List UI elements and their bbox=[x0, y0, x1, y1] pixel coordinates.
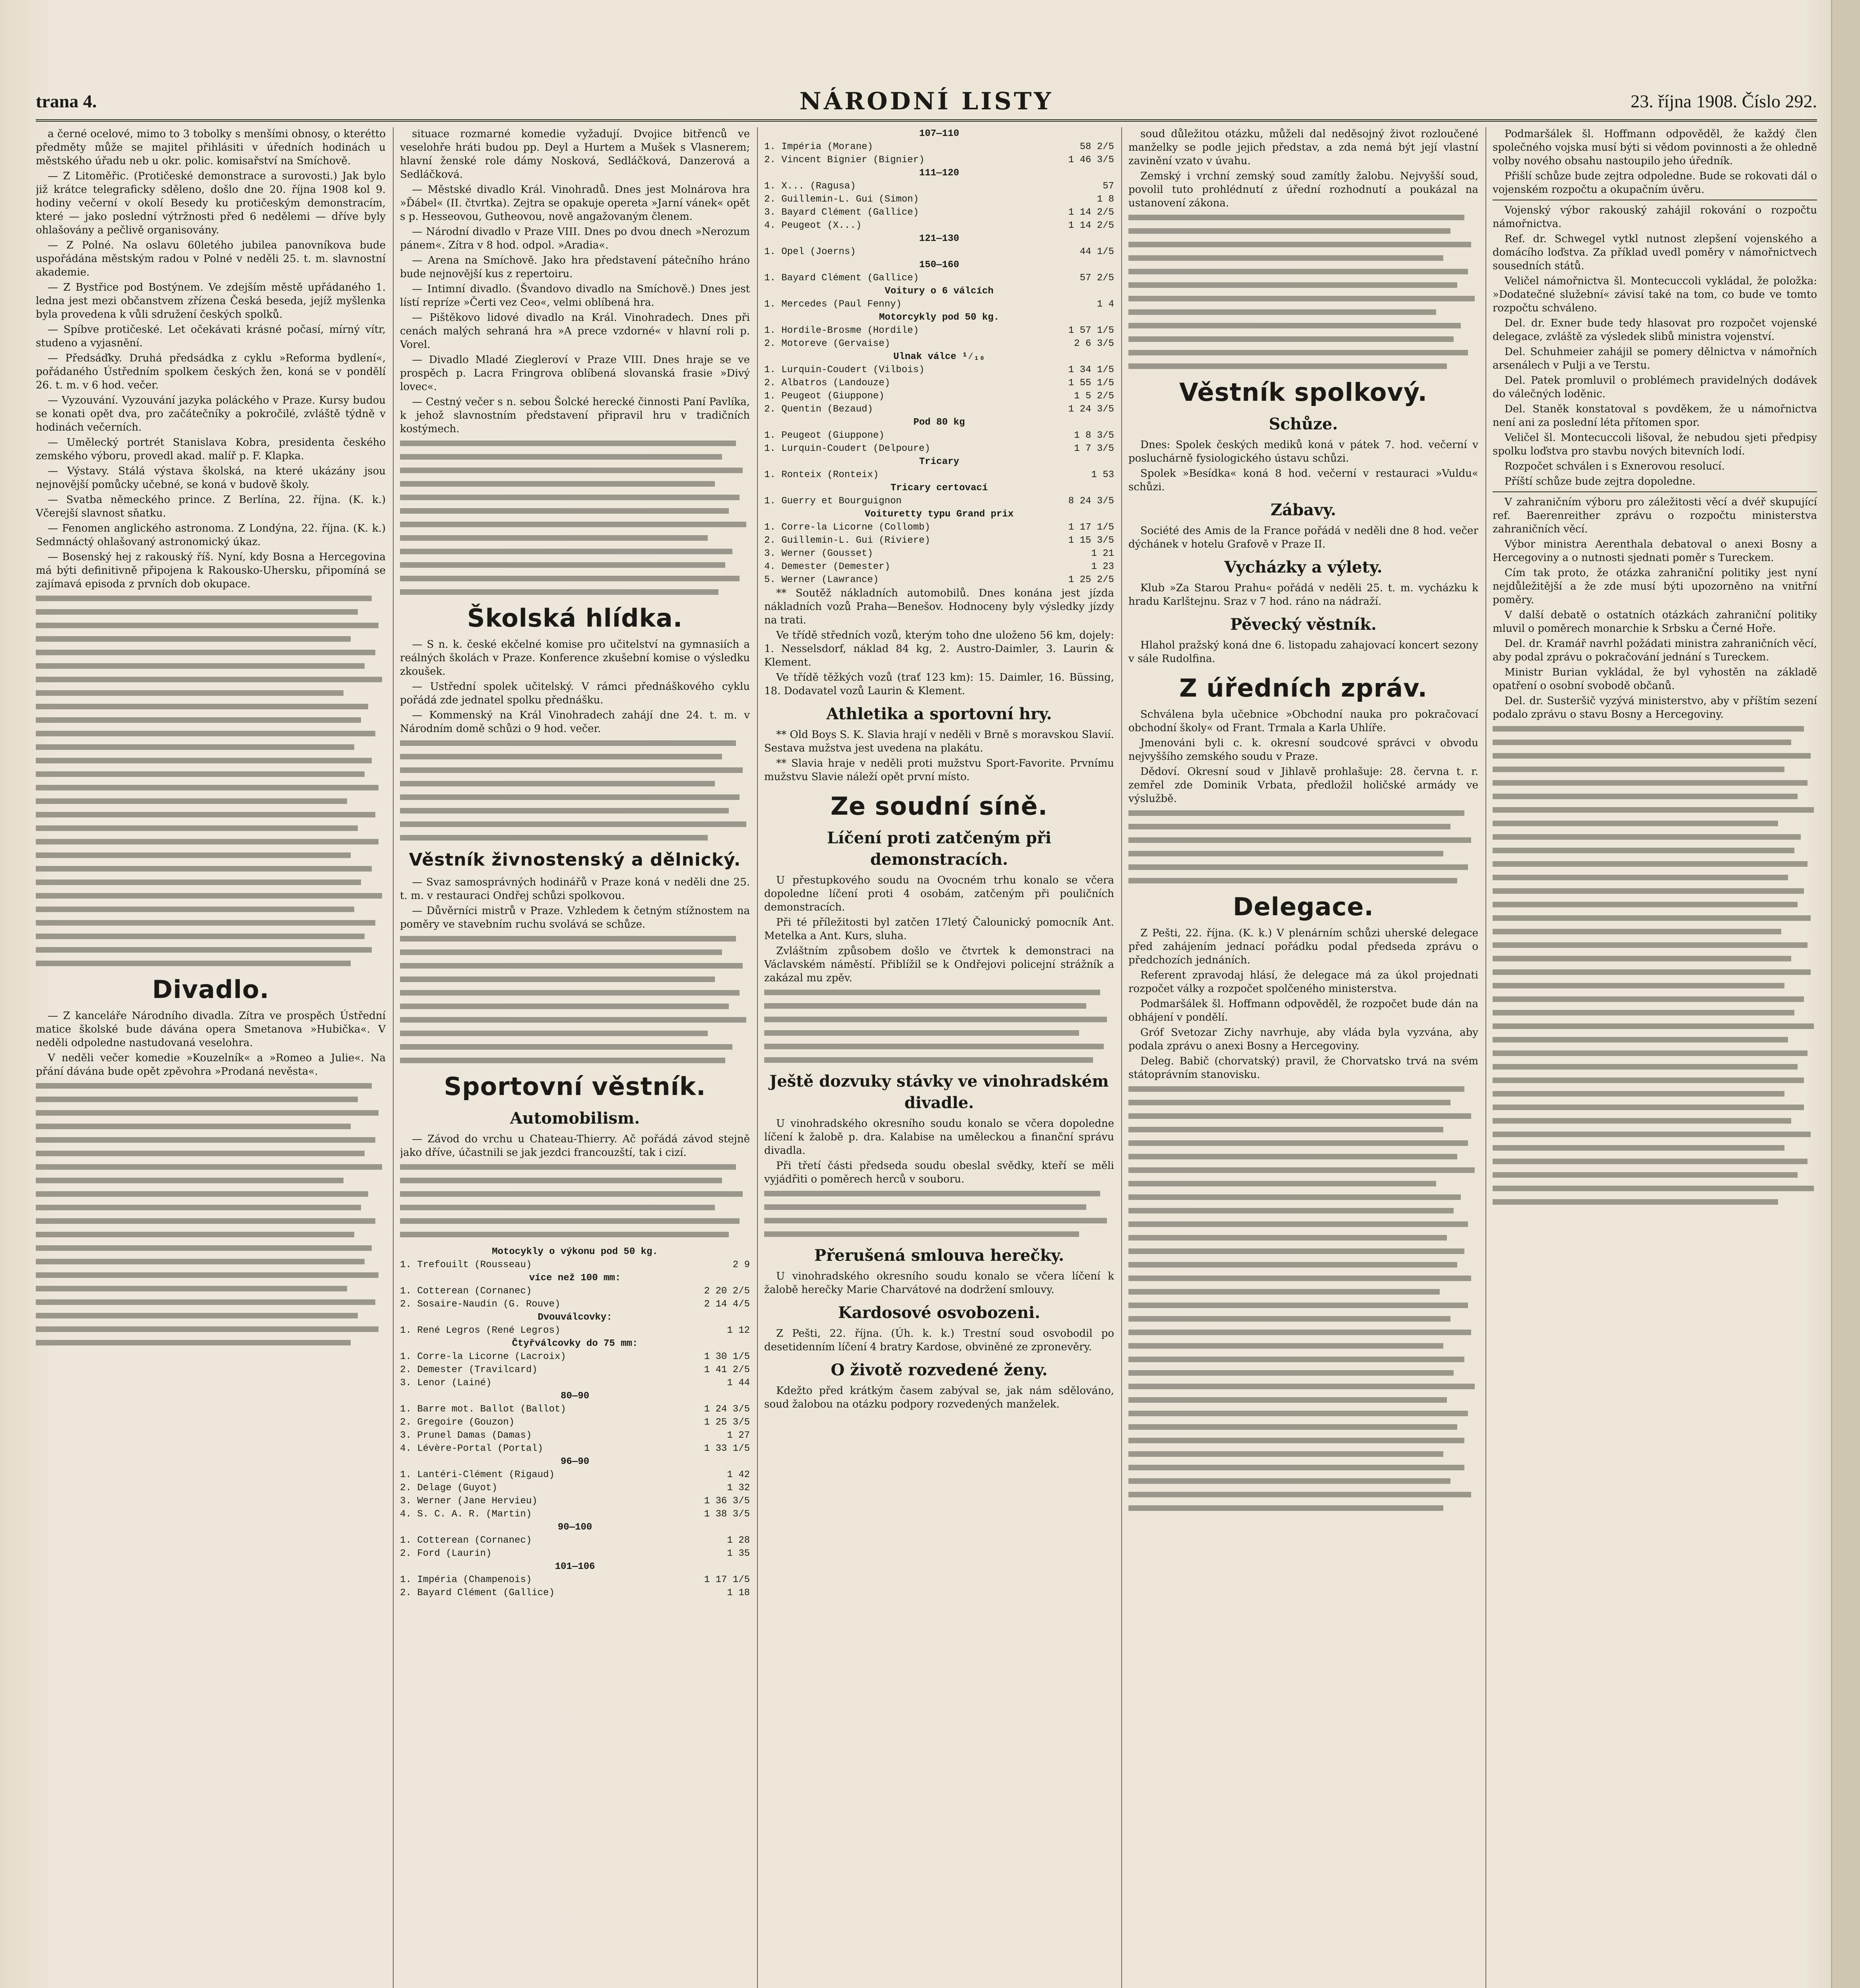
article-text: Cím tak proto, že otázka zahraniční politiky jest nyní nejdůležitější a že zde musí býti upozorněno na vnitřní poměry. bbox=[1493, 567, 1817, 606]
time: 1 24 3/5 bbox=[1068, 404, 1114, 415]
time: 1 42 bbox=[727, 1470, 750, 1480]
article-text: U vinohradského okresního soudu konalo se včera líčení k žalobě herečky Marie Charvátové na dodržení smlouvy. bbox=[764, 1270, 1114, 1296]
time: 57 2/5 bbox=[1079, 273, 1114, 283]
time: 1 27 bbox=[727, 1430, 750, 1441]
entrant: 1. Mercedes (Paul Fenny) bbox=[764, 299, 902, 310]
article-text: Del. dr. Exner bude tedy hlasovat pro rozpočet vojenské delegace, zvláště za výsledek slibů ministra vojenství. bbox=[1493, 317, 1817, 343]
time: 57 bbox=[1103, 181, 1114, 192]
subheading-zabavy: Zábavy. bbox=[1270, 501, 1336, 519]
results-row bbox=[400, 1573, 750, 1586]
time: 1 33 1/5 bbox=[704, 1443, 750, 1454]
divider bbox=[1493, 491, 1817, 492]
article-text: — Fenomen anglického astronoma. Z Londýna, 22. října. (K. k.) Sedmnáctý ohlašovaný astronomický úkaz. bbox=[36, 522, 386, 548]
entrant: 2. Albatros (Landouze) bbox=[764, 378, 890, 388]
results-class-heading: 121—130 bbox=[919, 233, 959, 244]
results-row bbox=[400, 1534, 750, 1547]
article-text: — Intimní divadlo. (Švandovo divadlo na Smíchově.) Dnes jest lístí repríze »Čerti vez Ceo«, velmi oblíbená hra. bbox=[400, 283, 750, 309]
illegible-text-block bbox=[1128, 215, 1478, 369]
article-text: Del. Staněk konstatoval s povděkem, že u námořnictva není ani za poslední léta přítomen spor. bbox=[1493, 403, 1817, 429]
article-text: — Umělecký portrét Stanislava Kobra, presidenta českého zemského výboru, provedl akad. malíř p. F. Klapka. bbox=[36, 437, 386, 462]
results-row bbox=[764, 547, 1114, 560]
time: 1 25 2/5 bbox=[1068, 575, 1114, 585]
time: 1 23 bbox=[1091, 561, 1114, 572]
article-text: U přestupkového soudu na Ovocném trhu konalo se včera dopoledne líčení proti 4 osobám, zatčeným při pouličních demonstracích. bbox=[764, 874, 1114, 913]
results-row bbox=[400, 1508, 750, 1521]
results-row bbox=[764, 298, 1114, 311]
time: 1 5 2/5 bbox=[1074, 391, 1114, 402]
time: 1 7 3/5 bbox=[1074, 443, 1114, 454]
results-class-heading: Tricary certovací bbox=[890, 483, 988, 493]
entrant: 2. Quentin (Bezaud) bbox=[764, 404, 873, 415]
article-text: Dědoví. Okresní soud v Jihlavě prohlašuje: 28. června t. r. zemřel zde Dominik Vrbata, předložil holičské armády ve výslužbě. bbox=[1128, 766, 1478, 805]
entrant: 3. Werner (Gousset) bbox=[764, 548, 873, 559]
article-text: ** Old Boys S. K. Slavia hrají v neděli v Brně s moravskou Slavií. Sestava mužstva jest uvedena na plakátu. bbox=[764, 729, 1114, 754]
time: 1 17 1/5 bbox=[1068, 522, 1114, 533]
time: 1 35 bbox=[727, 1548, 750, 1559]
section-heading-skolska: Školská hlídka. bbox=[467, 604, 683, 633]
article-text: — Svatba německého prince. Z Berlína, 22. října. (K. k.) Včerejší slavnost sňatku. bbox=[36, 494, 386, 519]
results-row bbox=[400, 1363, 750, 1376]
illegible-text-block bbox=[1128, 810, 1478, 883]
article-text: — Ustřední spolek učitelský. V rámci přednáškového cyklu pořádá zde jednatel spolku přednášku. bbox=[400, 681, 750, 706]
results-class-heading: Voituretty typu Grand prix bbox=[864, 509, 1014, 520]
results-row bbox=[400, 1468, 750, 1481]
newspaper-title: NÁRODNÍ LISTY bbox=[799, 87, 1054, 115]
results-class-heading: Ulnak válce ¹⁄₁₀ bbox=[893, 351, 985, 362]
entrant: 1. René Legros (René Legros) bbox=[400, 1325, 561, 1336]
entrant: 3. Lenor (Lainé) bbox=[400, 1378, 492, 1388]
results-row bbox=[764, 153, 1114, 167]
article-text: situace rozmarné komedie vyžadují. Dvojice bitřenců ve veselohře hráti budou pp. Deyl a Hurtem a Mušek s Vlasnerem; hlavní ženské role dámy Nosková, Sedláčková, Danzerová a Sedláčková. bbox=[400, 128, 750, 181]
time: 1 21 bbox=[1091, 548, 1114, 559]
article-text: Z Pešti, 22. října. (K. k.) V plenárním schůzi uherské delegace před zahájením jednací pořádku podal předseda zprávu o předchozích jednáních. bbox=[1128, 927, 1478, 966]
article-text: Rozpočet schválen i s Exnerovou resolucí. bbox=[1505, 460, 1725, 472]
results-class-heading: Čtyřválcovky do 75 mm: bbox=[512, 1338, 638, 1349]
illegible-text-block bbox=[36, 596, 386, 966]
time: 2 9 bbox=[732, 1260, 750, 1270]
article-text: V neděli večer komedie »Kouzelník« a »Romeo a Julie«. Na přání dávána bude opět zpěvohra »Prodaná nevěsta«. bbox=[36, 1052, 386, 1077]
illegible-text-block bbox=[36, 1083, 386, 1345]
time: 1 41 2/5 bbox=[704, 1365, 750, 1375]
results-row bbox=[400, 1350, 750, 1363]
results-row bbox=[764, 245, 1114, 258]
article-text: — Z Litoměřic. (Protičeské demonstrace a surovosti.) Jak bylo již krátce telegraficky sděleno, došlo dne 20. října 1908 kol 9. hodiny večerní v okolí Besedy ku protičeským demonstracím, které — jako poslední výtržnosti před 6 nedělemi — dříve byly ohlašovány a pečlivě organisovány. bbox=[36, 170, 386, 236]
results-row bbox=[400, 1481, 750, 1495]
time: 1 32 bbox=[727, 1483, 750, 1493]
time: 2 20 2/5 bbox=[704, 1286, 750, 1297]
entrant: 2. Sosaire-Naudin (G. Rouve) bbox=[400, 1299, 561, 1310]
article-text: Gróf Svetozar Zichy navrhuje, aby vláda byla vyzvána, aby podala zprávu o anexi Bosny a Hercegoviny. bbox=[1128, 1027, 1478, 1052]
results-class-heading: 150—160 bbox=[919, 260, 959, 270]
time: 1 30 1/5 bbox=[704, 1351, 750, 1362]
article-text: Société des Amis de la France pořádá v neděli dne 8 hod. večer dýchánek v hotelu Grafově v Praze II. bbox=[1128, 525, 1478, 550]
article-text: — Divadlo Mladé Ziegleroví v Praze VIII. Dnes hraje se ve prospěch p. Lacra Fringrova oblíbená slovanská frasie »Divý lovec«. bbox=[400, 354, 750, 393]
entrant: 2. Ford (Laurin) bbox=[400, 1548, 492, 1559]
results-row bbox=[764, 324, 1114, 337]
article-text: — Arena na Smíchově. Jako hra představení pátečního hráno bude nejnovější kus z repertoiru. bbox=[400, 254, 750, 280]
illegible-text-block bbox=[1493, 726, 1817, 1205]
section-heading-uredni: Z úředních zpráv. bbox=[1179, 674, 1428, 703]
article-text: Veličel námořnictva šl. Montecuccoli vykládal, že položka: »Dodatečné služební« závisí také na tom, co bude ve tomto rozpočtu schváleno. bbox=[1493, 275, 1817, 314]
subheading-prerusena: Přerušená smlouva herečky. bbox=[814, 1246, 1064, 1265]
results-row bbox=[400, 1324, 750, 1337]
masthead bbox=[36, 87, 1817, 122]
time: 1 34 1/5 bbox=[1068, 365, 1114, 375]
subheading-athletika: Athletika a sportovní hry. bbox=[826, 705, 1052, 723]
adjacent-page-edge bbox=[1831, 0, 1860, 1988]
article-text: — Z Bystřice pod Bostýnem. Ve zdejším městě upřádaného 1. ledna jest mezi občanstvem zřízena Česká beseda, jejíž myšlenka byla provedena k vůli sdružení českých spolků. bbox=[36, 282, 386, 320]
results-row bbox=[400, 1442, 750, 1455]
column-rule bbox=[1121, 127, 1122, 1988]
column-3 bbox=[764, 127, 1114, 1988]
illegible-text-block bbox=[400, 740, 750, 841]
subheading-o-zivote: O životě rozvedené ženy. bbox=[831, 1361, 1048, 1379]
page-label: trana 4. bbox=[36, 91, 97, 111]
results-row bbox=[764, 140, 1114, 153]
results-row bbox=[764, 495, 1114, 508]
time: 58 2/5 bbox=[1079, 142, 1114, 152]
illegible-text-block bbox=[1128, 1086, 1478, 1511]
column-4 bbox=[1128, 127, 1478, 1988]
article-text: Schválena byla učebnice »Obchodní nauka pro pokračovací obchodní školy« od Frant. Trmala a Karla Uhlíře. bbox=[1128, 709, 1478, 734]
time: 2 6 3/5 bbox=[1074, 338, 1114, 349]
entrant: 2. Demester (Travilcard) bbox=[400, 1365, 538, 1375]
entrant: 3. Prunel Damas (Damas) bbox=[400, 1430, 532, 1441]
results-class-heading: Pod 80 kg bbox=[913, 417, 965, 428]
time: 1 36 3/5 bbox=[704, 1496, 750, 1507]
article-text: — Městské divadlo Král. Vinohradů. Dnes jest Molnárova hra »Ďábel« (II. čtvrtka). Zejtra se opakuje opereta »Jarní vánek« opět s p. Hesseovou, Gutheovou, nově angažovaným členem. bbox=[400, 184, 750, 223]
results-row bbox=[400, 1586, 750, 1600]
results-row bbox=[400, 1298, 750, 1311]
article-text: Ve třídě těžkých vozů (trať 123 km): 15. Daimler, 16. Büssing, 18. Dodavatel vozů Laurin & Klement. bbox=[764, 672, 1114, 697]
results-row bbox=[764, 377, 1114, 390]
entrant: 3. Bayard Clément (Gallice) bbox=[764, 207, 919, 218]
article-text: — Závod do vrchu u Chateau-Thierry. Ač pořádá závod stejně jako dříve, účastnili se jak jezdci francouzští, tak i cizí. bbox=[400, 1133, 750, 1159]
entrant: 1. Peugeot (Giuppone) bbox=[764, 391, 885, 402]
results-row bbox=[400, 1416, 750, 1429]
results-class-heading: Dvouválcovky: bbox=[538, 1312, 612, 1323]
entrant: 1. Barre mot. Ballot (Ballot) bbox=[400, 1404, 566, 1415]
article-text: — Z kanceláře Národního divadla. Zítra ve prospěch Ústřední matice školské bude dávána opera Smetanova »Hubička«. V neděli odpoledne nastudovaná veselohra. bbox=[36, 1010, 386, 1049]
column-rule bbox=[1485, 127, 1486, 1988]
article-text: ** Slavia hraje v neděli proti mužstvu Sport-Favorite. Prvnímu mužstvu Slavie náleží opět první místo. bbox=[764, 757, 1114, 783]
article-text: — Výstavy. Stálá výstava školská, na které ukázány jsou nejnovější pomůcky učebné, se koná v budově školy. bbox=[36, 465, 386, 491]
results-row bbox=[400, 1258, 750, 1272]
results-row bbox=[764, 219, 1114, 232]
article-text: Při té příležitosti byl zatčen 17letý Čalounický pomocník Ant. Metelka a Ant. Kurs, sluha. bbox=[764, 916, 1114, 942]
illegible-text-block bbox=[764, 1191, 1114, 1237]
article-text: — Vyzouvání. Vyzouvání jazyka poláckého v Praze. Kursy budou se konati opět dva, pro začátečníky a pokročilé, zvláště týdně v hodinách večerních. bbox=[36, 394, 386, 433]
column-1 bbox=[36, 127, 386, 1988]
article-text: — Kommenský na Král Vinohradech zahájí dne 24. t. m. v Národním domě schůzi o 9 hod. večer. bbox=[400, 709, 750, 735]
column-rule bbox=[757, 127, 758, 1988]
article-text: V zahraničním výboru pro záležitosti věcí a dvéř skupující ref. Baerenreither zprávu o rozpočtu ministerstva zahraničních věcí. bbox=[1493, 496, 1817, 535]
entrant: 1. Ronteix (Ronteix) bbox=[764, 470, 879, 480]
article-text: Výbor ministra Aerenthala debatoval o anexi Bosny a Hercegoviny a o nutnosti sjednati poměr s Tureckem. bbox=[1493, 538, 1817, 564]
section-heading-sport: Sportovní věstník. bbox=[444, 1072, 706, 1101]
article-text: V další debatě o ostatních otázkách zahraniční politiky mluvil o poměrech monarchie k Srbsku a Černé Hoře. bbox=[1493, 609, 1817, 635]
article-text: Referent zpravodaj hlásí, že delegace má za úkol projednati rozpočet války a rozpočet spolčeného ministerstva. bbox=[1128, 969, 1478, 995]
entrant: 1. Hordile-Brosme (Hordile) bbox=[764, 325, 919, 336]
article-text: Vojenský výbor rakouský zahájil rokování o rozpočtu námořnictva. bbox=[1493, 204, 1817, 230]
article-text: Ref. dr. Schwegel vytkl nutnost zlepšení vojenského a domácího loďstva. Za příklad uvedl poměry v námořnictvech sousedních států. bbox=[1493, 233, 1817, 272]
results-row bbox=[400, 1285, 750, 1298]
article-text: Při třetí části předseda soudu obeslal svědky, kteří se měli vyjádřiti o poměrech herců v souboru. bbox=[764, 1160, 1114, 1185]
results-class-heading: 90—100 bbox=[557, 1522, 592, 1533]
results-class-heading: Motorcykly pod 50 kg. bbox=[879, 312, 1000, 323]
article-text: Ministr Burian vykládal, že byl vyhostěn na základě opatření o osobní svobodě občanů. bbox=[1493, 666, 1817, 692]
time: 44 1/5 bbox=[1079, 247, 1114, 257]
time: 1 55 1/5 bbox=[1068, 378, 1114, 388]
article-text: Zemský i vrchní zemský soud zamítly žalobu. Nejvyšší soud, povolil tuto prohlédnutí z úřední rozhodnutí a poukázal na ustanovení zákona. bbox=[1128, 170, 1478, 209]
column-2 bbox=[400, 127, 750, 1988]
results-class-heading: 80—90 bbox=[560, 1391, 589, 1402]
entrant: 4. Lévère-Portal (Portal) bbox=[400, 1443, 544, 1454]
results-row bbox=[764, 363, 1114, 377]
issue-date: 23. října 1908. Číslo 292. bbox=[1631, 91, 1817, 111]
entrant: 1. Lurquin-Coudert (Delpoure) bbox=[764, 443, 930, 454]
results-row bbox=[764, 442, 1114, 455]
time: 1 38 3/5 bbox=[704, 1509, 750, 1520]
time: 1 28 bbox=[727, 1535, 750, 1546]
results-row bbox=[764, 468, 1114, 481]
time: 1 8 3/5 bbox=[1074, 430, 1114, 441]
results-class-heading: Motocykly o výkonu pod 50 kg. bbox=[492, 1246, 658, 1257]
article-text: — Svaz samosprávných hodinářů v Praze koná v neděli dne 25. t. m. v restauraci Ondřej schůzi spolkovou. bbox=[400, 876, 750, 902]
column-rule bbox=[393, 127, 394, 1988]
columns bbox=[36, 127, 1817, 1988]
results-row bbox=[400, 1403, 750, 1416]
results-class-heading: 107—110 bbox=[919, 128, 959, 139]
illegible-text-block bbox=[400, 936, 750, 1063]
article-text: Klub »Za Starou Prahu« pořádá v neděli 25. t. m. vycházku k hradu Karlštejnu. Sraz v 7 hod. ráno na nádraží. bbox=[1128, 582, 1478, 608]
article-text: Podmaršálek šl. Hoffmann odpověděl, že rozpočet bude dán na obhájení v pondělí. bbox=[1128, 998, 1478, 1023]
entrant: 5. Werner (Lawrance) bbox=[764, 575, 879, 585]
entrant: 2. Motoreve (Gervaise) bbox=[764, 338, 890, 349]
entrant: 1. Cotterean (Cornanec) bbox=[400, 1535, 532, 1546]
article-text: — Důvěrníci mistrů v Praze. Vzhledem k četným stížnostem na poměry ve stavebním ruchu svolává se schůze. bbox=[400, 905, 750, 930]
time: 8 24 3/5 bbox=[1068, 496, 1114, 507]
article-text: Příští schůze bude zejtra dopoledne. bbox=[1505, 476, 1696, 487]
time: 1 17 1/5 bbox=[704, 1574, 750, 1585]
time: 1 18 bbox=[727, 1588, 750, 1598]
entrant: 2. Gregoire (Gouzon) bbox=[400, 1417, 515, 1428]
article-text: — Předsáďky. Druhá předsádka z cyklu »Reforma bydlení«, pořádaného Ústředním spolkem českých žen, koná se v pondělí 26. t. m. v 6 hod. večer. bbox=[36, 352, 386, 391]
section-heading-delegace: Delegace. bbox=[1233, 892, 1374, 921]
illegible-text-block bbox=[400, 1164, 750, 1237]
results-class-heading: 111—120 bbox=[919, 168, 959, 179]
results-row bbox=[764, 403, 1114, 416]
subheading-pevecky: Pěvecký věstník. bbox=[1230, 615, 1377, 634]
time: 1 44 bbox=[727, 1378, 750, 1388]
article-text: — Spíbve protičeské. Let očekávati krásné počasí, mírný vítr, studeno a vyjasnění. bbox=[36, 324, 386, 349]
entrant: 4. Demester (Demester) bbox=[764, 561, 890, 572]
column-5 bbox=[1493, 127, 1817, 1988]
time: 1 12 bbox=[727, 1325, 750, 1336]
section-heading-spolkovy: Věstník spolkový. bbox=[1179, 378, 1428, 407]
subheading-schuze: Schůze. bbox=[1269, 415, 1338, 433]
time: 1 57 1/5 bbox=[1068, 325, 1114, 336]
article-text: Deleg. Babič (chorvatský) pravil, že Chorvatsko trvá na svém státoprávním stanovisku. bbox=[1128, 1055, 1478, 1081]
results-row bbox=[400, 1495, 750, 1508]
time: 1 53 bbox=[1091, 470, 1114, 480]
time: 2 14 4/5 bbox=[704, 1299, 750, 1310]
time: 1 14 2/5 bbox=[1068, 220, 1114, 231]
race-results-table bbox=[400, 1245, 750, 1600]
results-class-heading: 96—90 bbox=[560, 1456, 589, 1467]
time: 1 14 2/5 bbox=[1068, 207, 1114, 218]
article-text: Jmenováni byli c. k. okresní soudcové správci v obvodu nejvyššího zemského soudu v Praze. bbox=[1128, 737, 1478, 763]
results-row bbox=[764, 429, 1114, 442]
article-text: — S n. k. české ekčelné komise pro učitelství na gymnasiích a reálných školách v Praze. Konference zkušební komise o výsledku zkoušek. bbox=[400, 639, 750, 678]
subheading-vychazky: Vycházky a výlety. bbox=[1224, 558, 1382, 577]
article-text: Ve třídě středních vozů, kterým toho dne uloženo 56 km, dojely: 1. Nesselsdorf, náklad 84 kg, 2. Austro-Daimler, 3. Laurin & Klement. bbox=[764, 629, 1114, 668]
results-class-heading: 101—106 bbox=[555, 1561, 595, 1572]
entrant: 2. Guillemin-L. Gui (Riviere) bbox=[764, 535, 930, 546]
subheading-kardosove: Kardosové osvobozeni. bbox=[838, 1303, 1041, 1322]
article-text: — Pištěkovo lidové divadlo na Král. Vinohradech. Dnes při cenách malých sehraná hra »A prece vzdorné« v hlavní roli p. Vorel. bbox=[400, 312, 750, 351]
article-text: soud důležitou otázku, můželi dal neděsojný život rozloučené manželky se podle jejich představ, a zda nemá být její vlastní zavinění vzato v úvahu. bbox=[1128, 128, 1478, 167]
article-text: Kdežto před krátkým časem zabýval se, jak nám sdělováno, soud žalobou na otázku podpory rozvedených manželek. bbox=[764, 1385, 1114, 1410]
article-text: Hlahol pražský koná dne 6. listopadu zahajovací koncert sezony v sále Rudolfina. bbox=[1128, 639, 1478, 665]
race-results-table bbox=[764, 127, 1114, 586]
results-row bbox=[764, 337, 1114, 350]
entrant: 4. S. C. A. R. (Martin) bbox=[400, 1509, 532, 1520]
article-text: a černé ocelové, mimo to 3 tobolky s menšími obnosy, o kterétto předměty může se majitel přihlásiti v úředních hodinách u městského úřadu neb u okr. polic. komisařství na Smíchově. bbox=[36, 128, 386, 167]
article-text: Dnes: Spolek českých mediků koná v pátek 7. hod. večerní v posluchárně fysiologického ústavu schůzi. bbox=[1128, 439, 1478, 464]
article-text: Del. Patek promluvil o problémech pravidelných dodávek do válečných loděnic. bbox=[1493, 375, 1817, 400]
results-row bbox=[764, 390, 1114, 403]
time: 1 4 bbox=[1097, 299, 1114, 310]
article-text: Veličel šl. Montecuccoli lišoval, že nebudou sjeti předpisy spolku loďstva pro stavbu nových bitevních lodí. bbox=[1493, 432, 1817, 457]
entrant: 1. Lantéri-Clément (Rigaud) bbox=[400, 1470, 555, 1480]
section-heading-zivnostensky: Věstník živnostenský a dělnický. bbox=[409, 850, 741, 870]
subheading-dozvuky: Ještě dozvuky stávky ve vinohradském divadle. bbox=[769, 1072, 1109, 1112]
entrant: 1. Impéria (Champenois) bbox=[400, 1574, 532, 1585]
article-text: Del. dr. Kramář navrhl požádati ministra zahraničních věcí, aby podal zprávu o pokračování jednání s Tureckem. bbox=[1493, 638, 1817, 663]
entrant: 1. X... (Ragusa) bbox=[764, 181, 856, 192]
entrant: 3. Werner (Jane Hervieu) bbox=[400, 1496, 538, 1507]
article-text: ** Soutěž nákladních automobilů. Dnes konána jest jízda nákladních vozů Praha—Benešov. Hodnoceny byly výsledky jízdy na trati. bbox=[764, 587, 1114, 626]
article-text: Podmaršálek šl. Hoffmann odpověděl, že každý člen společného vojska musí býti si vědom povinnosti a že ohledně volby nového obsahu nastoupilo jeho úředník. bbox=[1493, 128, 1817, 167]
article-text: Del. Schuhmeier zahájil se pomery dělnictva v námořních arsenálech v Pulji a ve Terstu. bbox=[1493, 346, 1817, 371]
results-row bbox=[764, 180, 1114, 193]
article-text: Přišlí schůze bude zejtra odpoledne. Bude se rokovati dál o vojenském rozpočtu a okupačním úvěru. bbox=[1493, 170, 1817, 196]
results-row bbox=[764, 193, 1114, 206]
results-row bbox=[764, 560, 1114, 573]
entrant: 1. Corre-la Licorne (Lacroix) bbox=[400, 1351, 566, 1362]
results-class-heading: Voitury o 6 válcích bbox=[885, 286, 994, 297]
section-heading-divadlo: Divadlo. bbox=[152, 975, 270, 1004]
entrant: 4. Peugeot (X...) bbox=[764, 220, 862, 231]
time: 1 46 3/5 bbox=[1068, 155, 1114, 165]
results-row bbox=[764, 272, 1114, 285]
time: 1 15 3/5 bbox=[1068, 535, 1114, 546]
article-text: U vinohradského okresního soudu konalo se včera dopoledne líčení k žalobě p. dra. Kalabise na uměleckou a finanční správu divadla. bbox=[764, 1118, 1114, 1157]
entrant: 1. Bayard Clément (Gallice) bbox=[764, 273, 919, 283]
article-text: Del. dr. Susteršič vyzývá ministerstvo, aby v příštím sezení podalo zprávu o stavu Bosny a Hercegoviny. bbox=[1493, 695, 1817, 720]
entrant: 1. Guerry et Bourguignon bbox=[764, 496, 902, 507]
results-class-heading: více než 100 mm: bbox=[529, 1273, 621, 1283]
results-row bbox=[764, 521, 1114, 534]
entrant: 2. Guillemin-L. Gui (Simon) bbox=[764, 194, 919, 205]
article-text: Spolek »Besídka« koná 8 hod. večerní v restauraci »Vuldu« schůzi. bbox=[1128, 468, 1478, 493]
illegible-text-block bbox=[764, 990, 1114, 1063]
results-row bbox=[764, 573, 1114, 586]
entrant: 2. Vincent Bignier (Bignier) bbox=[764, 155, 925, 165]
illegible-text-block bbox=[400, 441, 750, 595]
results-row bbox=[400, 1429, 750, 1442]
entrant: 1. Cotterean (Cornanec) bbox=[400, 1286, 532, 1297]
results-row bbox=[764, 206, 1114, 219]
entrant: 1. Impéria (Morane) bbox=[764, 142, 873, 152]
section-heading-soudni: Ze soudní síně. bbox=[830, 792, 1048, 821]
article-text: — Z Polné. Na oslavu 60letého jubilea panovníkova bude uspořádána městským radou v Polné v neděli 25. t. m. slavnostní akademie. bbox=[36, 239, 386, 278]
time: 1 25 3/5 bbox=[704, 1417, 750, 1428]
time: 1 24 3/5 bbox=[704, 1404, 750, 1415]
article-text: — Cestný večer s n. sebou Šolcké herecké činnosti Paní Pavlíka, k jehož slavnostním představení připravil hru v tradičních kostýmech. bbox=[400, 396, 750, 435]
article-text: — Národní divadlo v Praze VIII. Dnes po dvou dnech »Nerozum pánem«. Zítra v 8 hod. odpol. »Aradia«. bbox=[400, 226, 750, 251]
subheading-automobilism: Automobilism. bbox=[510, 1109, 640, 1128]
article-text: — Bosenský hej z rakouský říš. Nyní, kdy Bosna a Hercegovina má býti definitivně připojena k Rakousko-Uhersku, připomíná se zajímavá episoda z prvních dob okupace. bbox=[36, 551, 386, 590]
entrant: 1. Trefouilt (Rousseau) bbox=[400, 1260, 532, 1270]
results-row bbox=[764, 534, 1114, 547]
entrant: 1. Opel (Joerns) bbox=[764, 247, 856, 257]
entrant: 1. Peugeot (Giuppone) bbox=[764, 430, 885, 441]
results-row bbox=[400, 1376, 750, 1390]
results-class-heading: Tricary bbox=[919, 456, 959, 467]
results-row bbox=[400, 1547, 750, 1560]
entrant: 1. Corre-la Licorne (Collomb) bbox=[764, 522, 930, 533]
article-text: Zvláštním způsobem došlo ve čtvrtek k demonstraci na Václavském náměstí. Přiblížil se k Ondřejovi policejní strážník a zakázal mu zpěv. bbox=[764, 945, 1114, 984]
subheading-liceni: Líčení proti zatčeným při demonstracích. bbox=[827, 829, 1052, 869]
time: 1 8 bbox=[1097, 194, 1114, 205]
article-text: Z Pešti, 22. října. (Úh. k. k.) Trestní soud osvobodil po desetidenním líčení 4 bratry Kardose, obviněné ze zpronevěry. bbox=[764, 1328, 1114, 1353]
entrant: 1. Lurquin-Coudert (Vilbois) bbox=[764, 365, 925, 375]
entrant: 2. Bayard Clément (Gallice) bbox=[400, 1588, 555, 1598]
entrant: 2. Delage (Guyot) bbox=[400, 1483, 497, 1493]
